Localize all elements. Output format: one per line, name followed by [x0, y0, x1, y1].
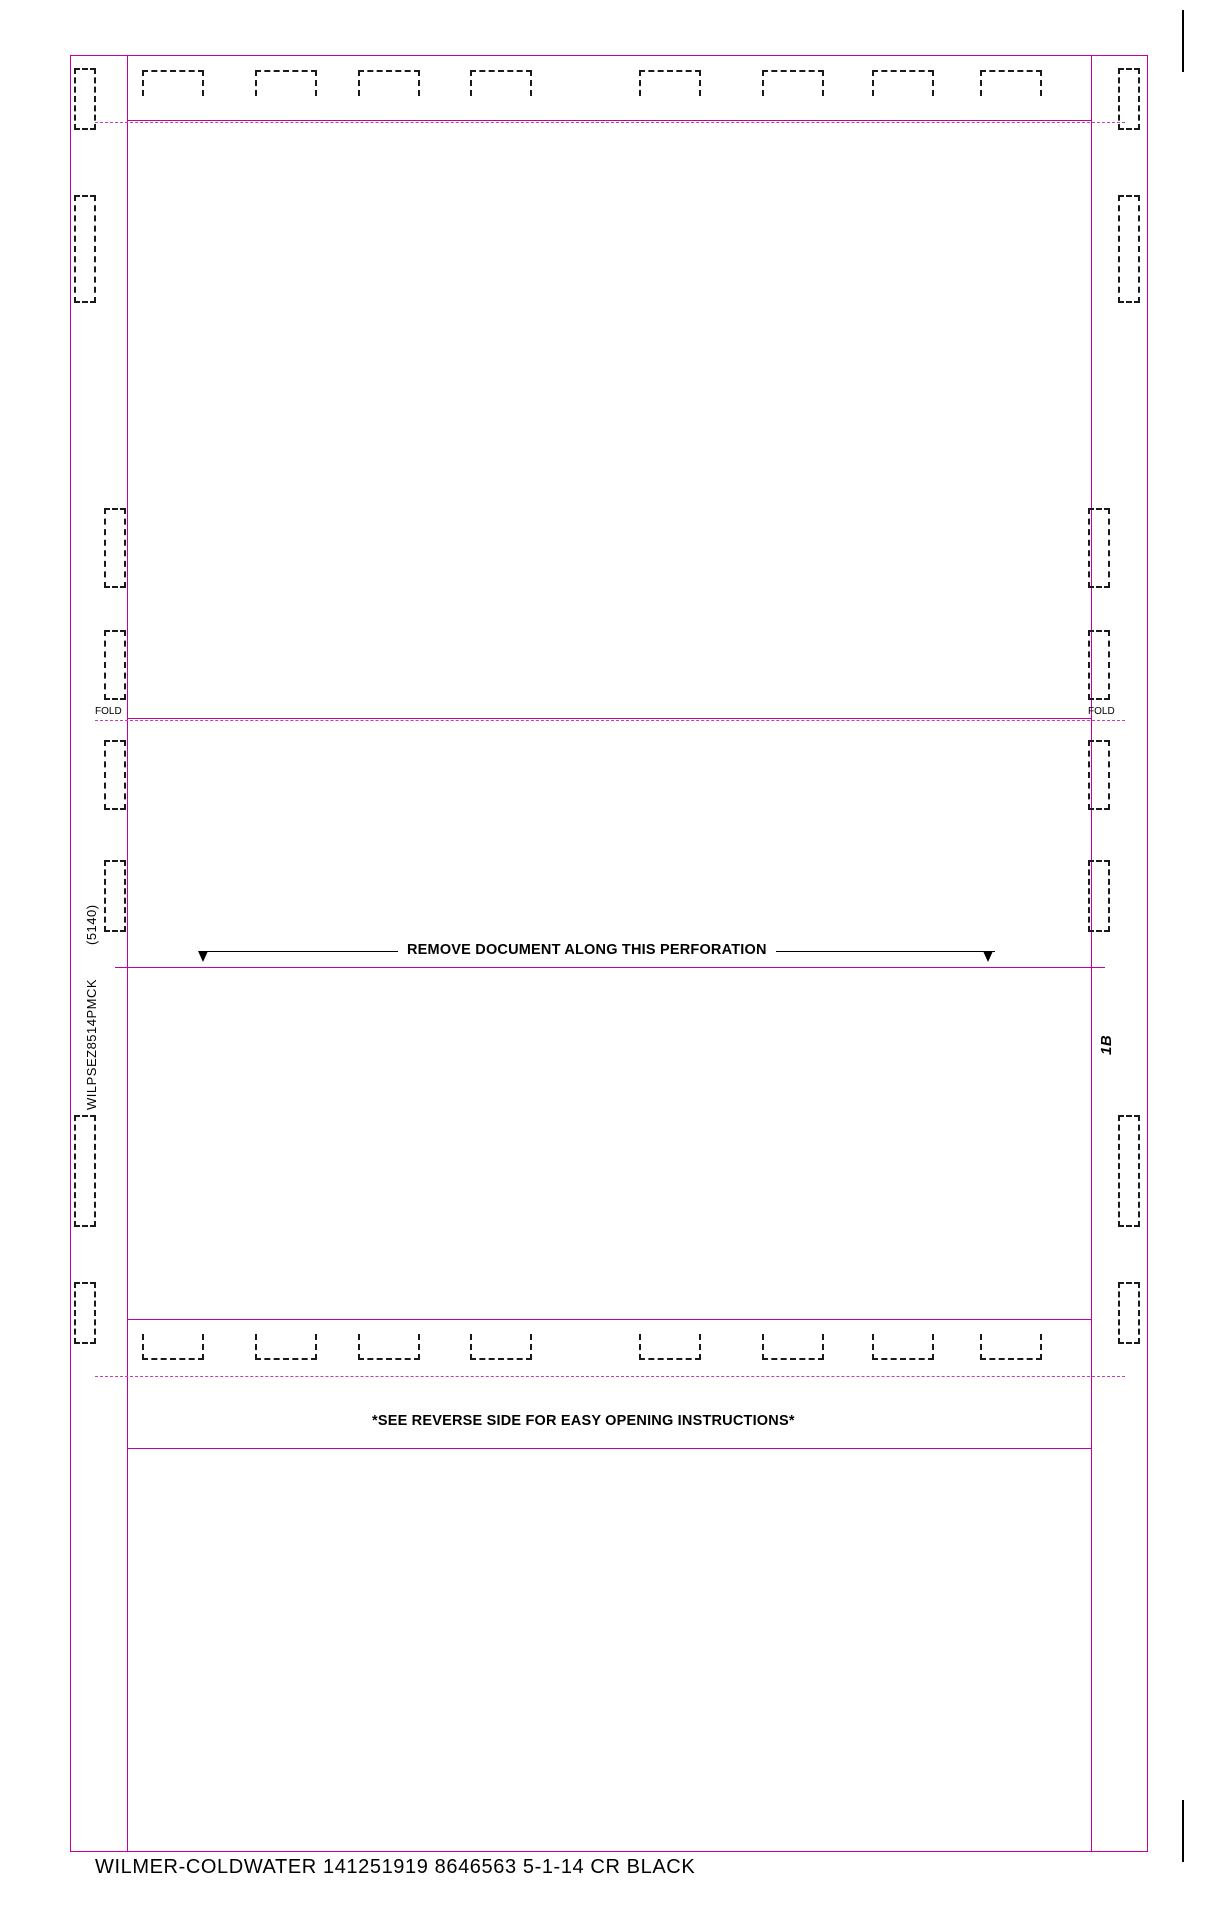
- perf-tick-top: [142, 70, 204, 96]
- perforation-instruction-text: REMOVE DOCUMENT ALONG THIS PERFORATION: [398, 942, 776, 958]
- lower-panel-line: [127, 1448, 1092, 1449]
- perf-tick-bottom: [470, 1334, 532, 1360]
- perf-tick-top: [470, 70, 532, 96]
- seal-mark-right: [1088, 860, 1110, 932]
- perf-tick-top: [762, 70, 824, 96]
- reverse-side-instruction-text: *SEE REVERSE SIDE FOR EASY OPENING INSTRUCTIONS*: [372, 1413, 795, 1429]
- perforation-line: [115, 967, 1105, 968]
- seal-mark-right: [1118, 1115, 1140, 1227]
- seal-mark-left: [104, 508, 126, 588]
- perf-tick-bottom: [358, 1334, 420, 1360]
- fold-line-solid: [127, 718, 1092, 719]
- top-panel-line: [127, 120, 1092, 121]
- seal-mark-right: [1118, 1282, 1140, 1344]
- seal-mark-left: [104, 860, 126, 932]
- panel-id-label: 1B: [1098, 1034, 1115, 1055]
- perf-tick-bottom: [980, 1334, 1042, 1360]
- seal-mark-right: [1118, 68, 1140, 130]
- perf-tick-top: [980, 70, 1042, 96]
- perf-tick-bottom: [872, 1334, 934, 1360]
- fold-line: [95, 720, 1125, 721]
- perf-tick-bottom: [762, 1334, 824, 1360]
- perf-tick-bottom: [142, 1334, 204, 1360]
- seal-mark-right: [1088, 740, 1110, 810]
- perforation-arrow-left: [198, 951, 208, 962]
- perf-tick-bottom: [639, 1334, 701, 1360]
- fold-label-right: FOLD: [1088, 706, 1115, 717]
- perf-tick-top: [639, 70, 701, 96]
- perf-tick-top: [255, 70, 317, 96]
- seal-mark-left: [74, 195, 96, 303]
- edge-registration-tick: [1182, 10, 1184, 72]
- seal-mark-right: [1088, 630, 1110, 700]
- fold-label-left: FOLD: [95, 706, 122, 717]
- seal-mark-right: [1118, 195, 1140, 303]
- edge-registration-tick: [1182, 1800, 1184, 1862]
- perforation-arrow-right: [983, 951, 993, 962]
- top-fold-dash: [95, 122, 1125, 123]
- job-caption: WILMER-COLDWATER 141251919 8646563 5-1-14 CR BLACK: [95, 1856, 696, 1878]
- seal-mark-left: [74, 68, 96, 130]
- seal-mark-left: [74, 1115, 96, 1227]
- perf-tick-top: [872, 70, 934, 96]
- part-code-label: WILPSEZ8514PMCK: [84, 978, 99, 1110]
- part-code-paren-label: (5140): [84, 904, 99, 945]
- lower-perforation-line: [127, 1319, 1092, 1320]
- seal-mark-left: [74, 1282, 96, 1344]
- perf-tick-bottom: [255, 1334, 317, 1360]
- bottom-fold-dash: [95, 1376, 1125, 1377]
- seal-mark-right: [1088, 508, 1110, 588]
- seal-mark-left: [104, 630, 126, 700]
- seal-mark-left: [104, 740, 126, 810]
- perf-tick-top: [358, 70, 420, 96]
